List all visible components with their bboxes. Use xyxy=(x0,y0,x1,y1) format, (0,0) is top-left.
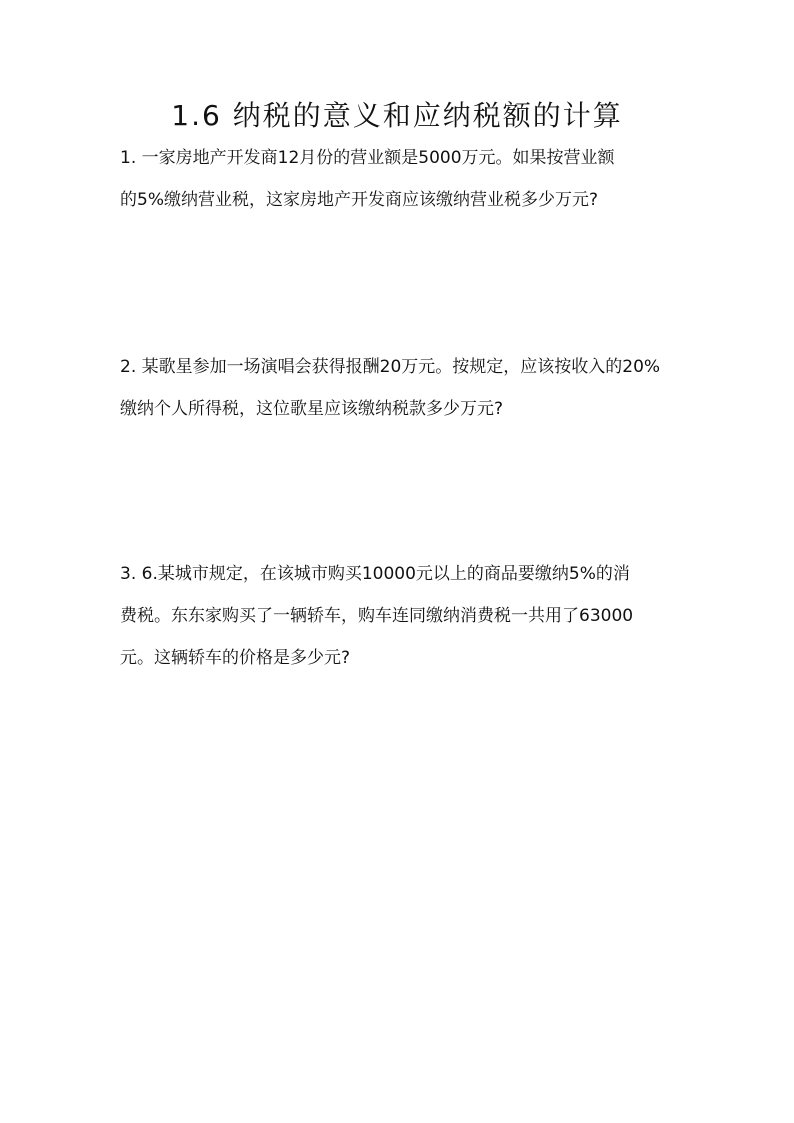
question-3-line-2: 费税。东东家购买了一辆轿车，购车连同缴纳消费税一共用了63000 xyxy=(120,606,634,626)
question-2 xyxy=(120,346,680,430)
question-3-line-3: 元。这辆轿车的价格是多少元? xyxy=(120,648,351,668)
page-title: 1.6 纳税的意义和应纳税额的计算 xyxy=(171,99,623,132)
question-1 xyxy=(120,137,680,221)
question-3-line-1: 3. 6.某城市规定，在该城市购买10000元以上的商品要缴纳5%的消 xyxy=(120,564,630,584)
question-1-line-1: 1. 一家房地产开发商12月份的营业额是5000万元。如果按营业额 xyxy=(120,148,615,168)
question-2-line-1: 2. 某歌星参加一场演唱会获得报酬20万元。按规定，应该按收入的20% xyxy=(120,357,661,377)
question-1-line-2: 的5%缴纳营业税，这家房地产开发商应该缴纳营业税多少万元? xyxy=(120,190,598,210)
question-2-line-2: 缴纳个人所得税，这位歌星应该缴纳税款多少万元? xyxy=(120,399,504,419)
question-3 xyxy=(120,553,680,679)
